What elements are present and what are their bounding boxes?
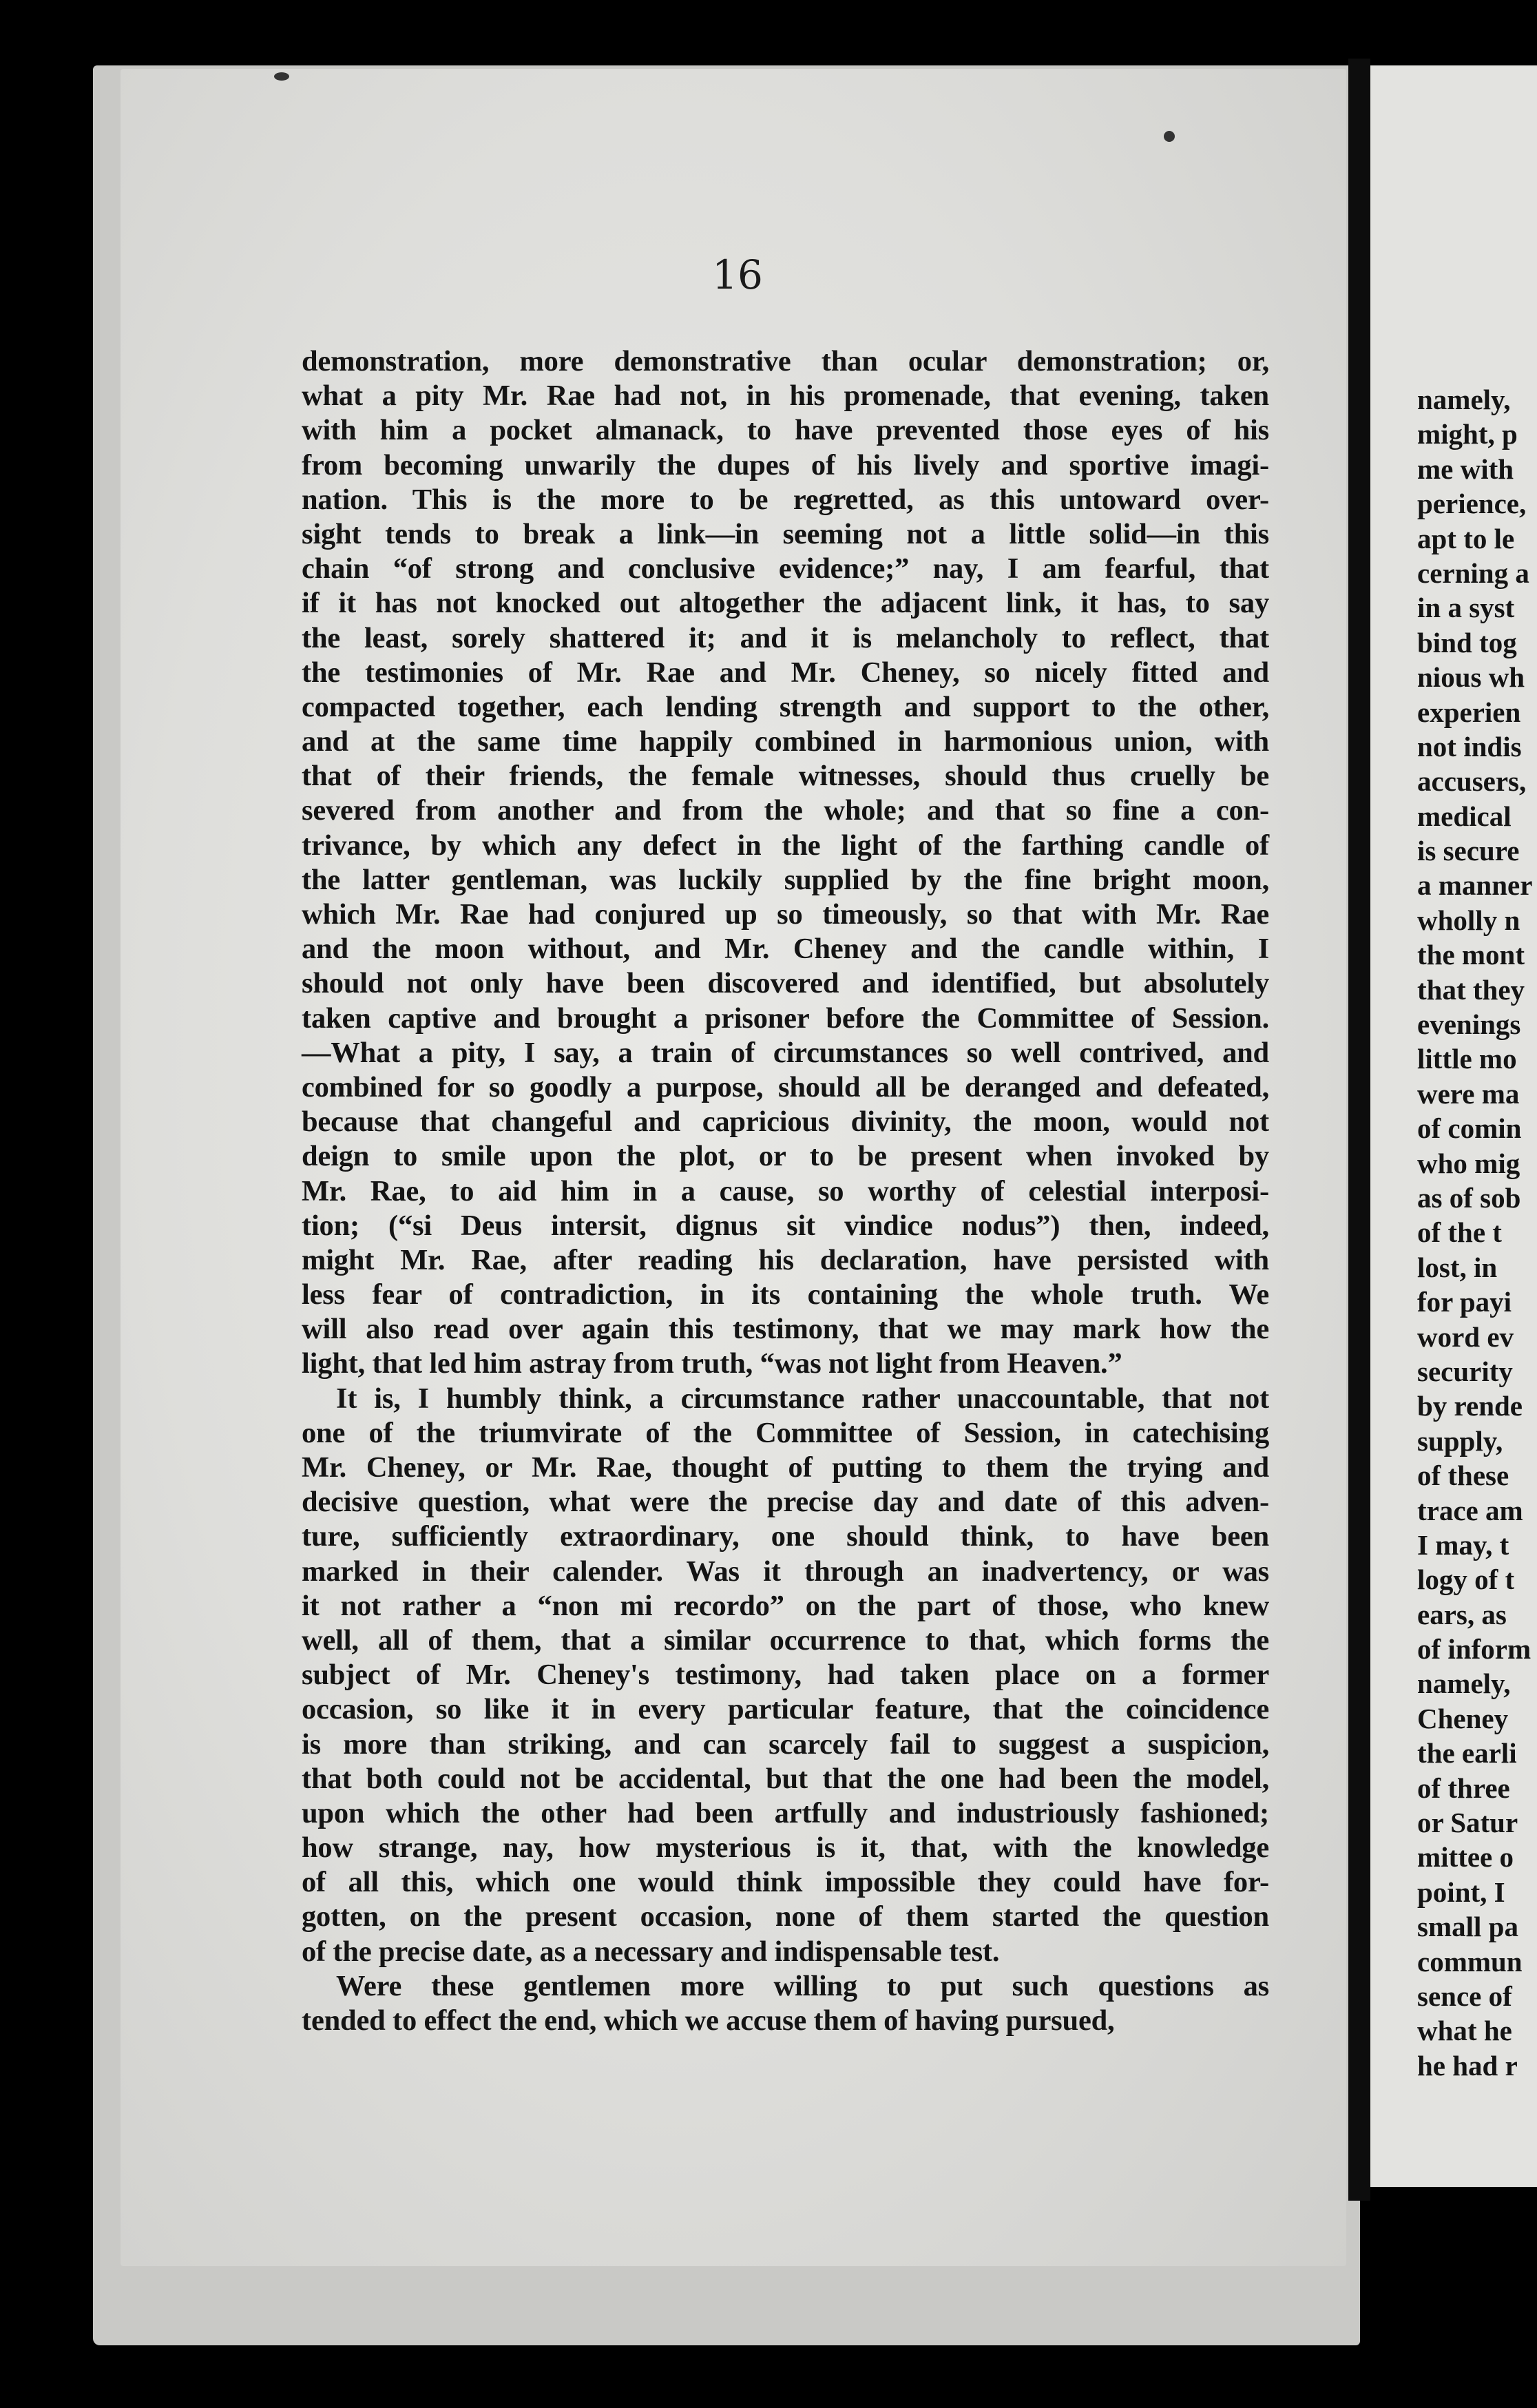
facing-text-line: what he (1417, 2015, 1512, 2047)
text-line: tended to effect the end, which we accuse them of having pursued, (302, 2004, 1115, 2037)
text-line: marked in their calender. Was it through an inadvertency, or was (302, 1555, 1269, 1588)
facing-text-line: commun (1417, 1945, 1523, 1978)
text-line: demonstration, more demonstrative than ocular demonstration; or, (302, 345, 1269, 377)
text-line: from becoming unwarily the dupes of his lively and sportive imagi- (302, 448, 1269, 481)
text-line: Mr. Cheney, or Mr. Rae, thought of putting to them the trying and (302, 1451, 1269, 1484)
text-line: —What a pity, I say, a train of circumstances so well contrived, and (302, 1036, 1269, 1069)
page-number: 16 (712, 251, 763, 298)
text-line: and at the same time happily combined in harmonious union, with (302, 725, 1269, 758)
facing-text-line: supply, (1417, 1424, 1503, 1457)
text-line: will also read over again this testimony, that we may mark how the (302, 1313, 1269, 1346)
text-line: and the moon without, and Mr. Cheney and the candle within, I (302, 933, 1269, 966)
facing-text-line: wholly n (1417, 904, 1520, 936)
text-line: one of the triumvirate of the Committee of Session, in catechising (302, 1416, 1269, 1449)
text-line: Were these gentlemen more willing to put such questions as (336, 1969, 1269, 2002)
text-line: well, all of them, that a similar occurrence to that, which forms the (302, 1623, 1269, 1657)
text-line: Mr. Rae, to aid him in a cause, so worthy of celestial interposi- (302, 1174, 1269, 1207)
text-line: combined for so goodly a purpose, should all be deranged and defeated, (302, 1070, 1269, 1103)
dust-speck (274, 72, 289, 81)
facing-text-line: not indis (1417, 730, 1522, 762)
text-line: sight tends to break a link—in seeming not a little solid—in this (302, 517, 1269, 550)
facing-text-line: the mont (1417, 939, 1525, 971)
facing-text-line: cerning a (1417, 557, 1529, 589)
facing-text-line: sence of (1417, 1980, 1512, 2012)
text-line: if it has not knocked out altogether the adjacent link, it has, to say (302, 587, 1269, 620)
facing-text-line: who mig (1417, 1147, 1520, 1179)
facing-text-line: he had r (1417, 2049, 1518, 2082)
text-line: it not rather a “non mi recordo” on the part of those, who knew (302, 1589, 1269, 1622)
text-line: chain “of strong and conclusive evidence;” nay, I am fearful, that (302, 552, 1269, 585)
facing-text-line: of three (1417, 1772, 1510, 1804)
text-line: taken captive and brought a prisoner before the Committee of Session. (302, 1001, 1269, 1035)
facing-text-line: is secure (1417, 835, 1520, 867)
facing-text-line: namely, (1417, 384, 1511, 415)
text-line: the latter gentleman, was luckily supplied by the fine bright moon, (302, 863, 1269, 896)
text-line: deign to smile upon the plot, or to be present when invoked by (302, 1140, 1269, 1173)
text-line: should not only have been discovered and identified, but absolutely (302, 967, 1269, 1000)
facing-text-line: for payi (1417, 1286, 1512, 1318)
facing-text-line: accusers, (1417, 765, 1527, 798)
facing-text-line: point, I (1417, 1876, 1505, 1908)
facing-text-line: by rende (1417, 1390, 1523, 1422)
facing-text-line: of comin (1417, 1112, 1522, 1145)
text-line: severed from another and from the whole; and that so fine a con- (302, 794, 1269, 827)
text-line: how strange, nay, how mysterious is it, that, with the knowledge (302, 1831, 1269, 1865)
dust-speck (1164, 131, 1175, 142)
text-line: tion; (“si Deus intersit, dignus sit vindice nodus”) then, indeed, (302, 1209, 1269, 1242)
text-line: light, that led him astray from truth, “was not light from Heaven.” (302, 1347, 1122, 1380)
text-line: ture, sufficiently extraordinary, one should think, to have been (302, 1520, 1269, 1553)
facing-text-line: I may, t (1417, 1528, 1509, 1561)
text-line: of all this, which one would think impossible they could have for- (302, 1866, 1269, 1899)
facing-text-line: perience, (1417, 488, 1527, 520)
facing-text-line: mittee o (1417, 1841, 1514, 1874)
text-line: upon which the other had been artfully and industriously fashioned; (302, 1796, 1269, 1829)
text-line: because that changeful and capricious divinity, the moon, would not (302, 1106, 1269, 1139)
facing-text-line: of the t (1417, 1216, 1502, 1249)
text-line: trivance, by which any defect in the light of the farthing candle of (302, 829, 1269, 862)
facing-text-line: medical (1417, 800, 1512, 832)
text-line: nation. This is the more to be regretted, as this untoward over- (302, 483, 1269, 516)
facing-text-line: Cheney (1417, 1702, 1509, 1734)
text-line: gotten, on the present occasion, none of them started the question (302, 1900, 1269, 1933)
facing-page-text (1417, 382, 1537, 2083)
facing-text-line: as of sob (1417, 1181, 1521, 1214)
facing-text-line: little mo (1417, 1043, 1517, 1075)
text-line: the least, sorely shattered it; and it is melancholy to reflect, that (302, 621, 1269, 654)
facing-text-line: logy of t (1417, 1564, 1515, 1596)
book-gutter (1348, 59, 1370, 2201)
text-line: It is, I humbly think, a circumstance rather unaccountable, that not (336, 1382, 1269, 1415)
facing-text-line: of inform (1417, 1633, 1531, 1665)
text-line: subject of Mr. Cheney's testimony, had taken place on a former (302, 1659, 1269, 1692)
text-line: which Mr. Rae had conjured up so timeously, so that with Mr. Rae (302, 898, 1269, 931)
facing-text-line: evenings (1417, 1008, 1521, 1041)
facing-text-line: the earli (1417, 1737, 1517, 1769)
text-line: decisive question, what were the precise day and date of this adven- (302, 1486, 1269, 1519)
facing-text-line: word ev (1417, 1320, 1514, 1353)
facing-text-line: namely, (1417, 1668, 1511, 1700)
facing-text-line: experien (1417, 696, 1521, 728)
facing-text-line: small pa (1417, 1911, 1518, 1943)
facing-text-line: ears, as (1417, 1598, 1507, 1630)
facing-text-line: apt to le (1417, 522, 1515, 554)
facing-text-line: might, p (1417, 418, 1518, 450)
text-line: what a pity Mr. Rae had not, in his promenade, that evening, taken (302, 380, 1269, 413)
facing-text-line: bind tog (1417, 626, 1517, 658)
facing-text-line: were ma (1417, 1077, 1520, 1110)
text-line: with him a pocket almanack, to have prevented those eyes of his (302, 414, 1269, 447)
facing-text-line: of these (1417, 1460, 1509, 1492)
facing-text-line: lost, in (1417, 1251, 1498, 1283)
text-line: that of their friends, the female witnesses, should thus cruelly be (302, 760, 1269, 793)
text-line: of the precise date, as a necessary and indispensable test. (302, 1935, 1000, 1968)
facing-text-line: security (1417, 1355, 1513, 1387)
facing-text-line: nious wh (1417, 661, 1525, 694)
facing-text-line: a manner (1417, 869, 1533, 902)
facing-text-line: or Satur (1417, 1807, 1518, 1839)
text-line: is more than striking, and can scarcely fail to suggest a suspicion, (302, 1727, 1269, 1761)
body-text (302, 344, 1269, 2038)
facing-text-line: trace am (1417, 1494, 1523, 1526)
text-line: that both could not be accidental, but that the one had been the model, (302, 1762, 1269, 1795)
facing-text-line: in a syst (1417, 592, 1515, 624)
text-line: compacted together, each lending strength and support to the other, (302, 690, 1269, 723)
text-line: less fear of contradiction, in its containing the whole truth. We (302, 1278, 1269, 1311)
facing-text-line: me with (1417, 453, 1514, 485)
text-line: might Mr. Rae, after reading his declaration, have persisted with (302, 1243, 1269, 1276)
facing-text-line: that they (1417, 973, 1525, 1006)
text-line: occasion, so like it in every particular feature, that the coincidence (302, 1693, 1269, 1726)
text-line: the testimonies of Mr. Rae and Mr. Cheney, so nicely fitted and (302, 656, 1269, 689)
